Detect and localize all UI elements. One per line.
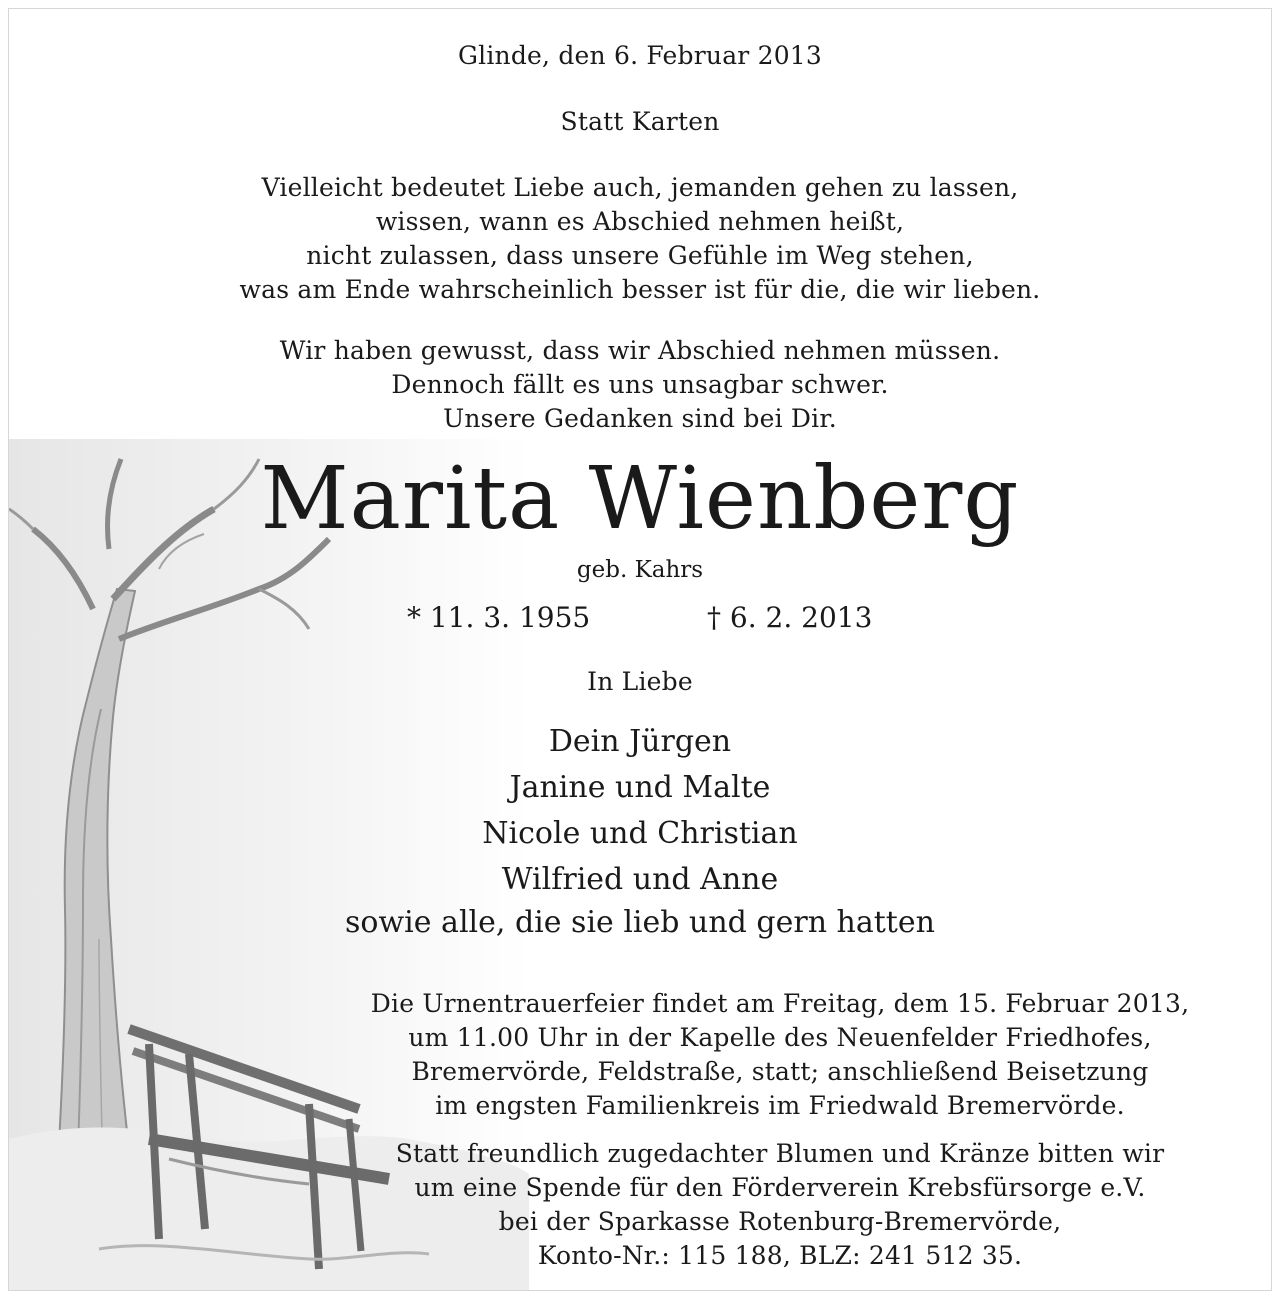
poem-line: wissen, wann es Abschied nehmen heißt, [375, 207, 905, 236]
mourner: Wilfried und Anne [501, 862, 779, 897]
farewell-line: Unsere Gedanken sind bei Dir. [443, 404, 837, 433]
ceremony-line: Die Urnentrauerfeier findet am Freitag, dem 15. Februar 2013, [370, 989, 1190, 1018]
in-liebe: In Liebe [587, 667, 693, 696]
poem-line: Vielleicht bedeutet Liebe auch, jemanden gehen zu lassen, [261, 173, 1019, 202]
ceremony-line: im engsten Familienkreis im Friedwald Bremervörde. [435, 1091, 1125, 1120]
ceremony-line: Bremervörde, Feldstraße, statt; anschließend Beisetzung [411, 1057, 1149, 1086]
farewell-line: Dennoch fällt es uns unsagbar schwer. [391, 370, 889, 399]
ceremony-info [149, 987, 1272, 1123]
maiden-name: geb. Kahrs [576, 557, 704, 583]
death-date: † 6. 2. 2013 [707, 601, 873, 634]
donation-info [149, 1137, 1272, 1273]
deceased-name: Marita Wienberg [260, 449, 1020, 549]
farewell-line: Wir haben gewusst, dass wir Abschied nehmen müssen. [279, 336, 1001, 365]
statt-karten: Statt Karten [560, 107, 720, 136]
place-date: Glinde, den 6. Februar 2013 [457, 41, 823, 70]
mourners-all: sowie alle, die sie lieb und gern hatten [345, 905, 935, 940]
mourners-list [9, 719, 1271, 903]
donation-line: um eine Spende für den Förderverein Krebsfürsorge e.V. [414, 1173, 1146, 1202]
donation-line: Konto-Nr.: 115 188, BLZ: 241 512 35. [537, 1241, 1023, 1270]
poem [9, 171, 1271, 307]
donation-line: bei der Sparkasse Rotenburg-Bremervörde, [498, 1207, 1062, 1236]
birth-date: * 11. 3. 1955 [407, 601, 591, 634]
donation-line: Statt freundlich zugedachter Blumen und Kränze bitten wir [395, 1139, 1165, 1168]
ceremony-line: um 11.00 Uhr in der Kapelle des Neuenfelder Friedhofes, [408, 1023, 1152, 1052]
obituary-notice [8, 8, 1272, 1291]
poem-line: was am Ende wahrscheinlich besser ist für die, die wir lieben. [239, 275, 1041, 304]
farewell-text [9, 334, 1271, 436]
mourner: Janine und Malte [509, 770, 771, 805]
mourner: Nicole und Christian [482, 816, 798, 851]
mourner: Dein Jürgen [548, 724, 732, 759]
poem-line: nicht zulassen, dass unsere Gefühle im Weg stehen, [306, 241, 974, 270]
